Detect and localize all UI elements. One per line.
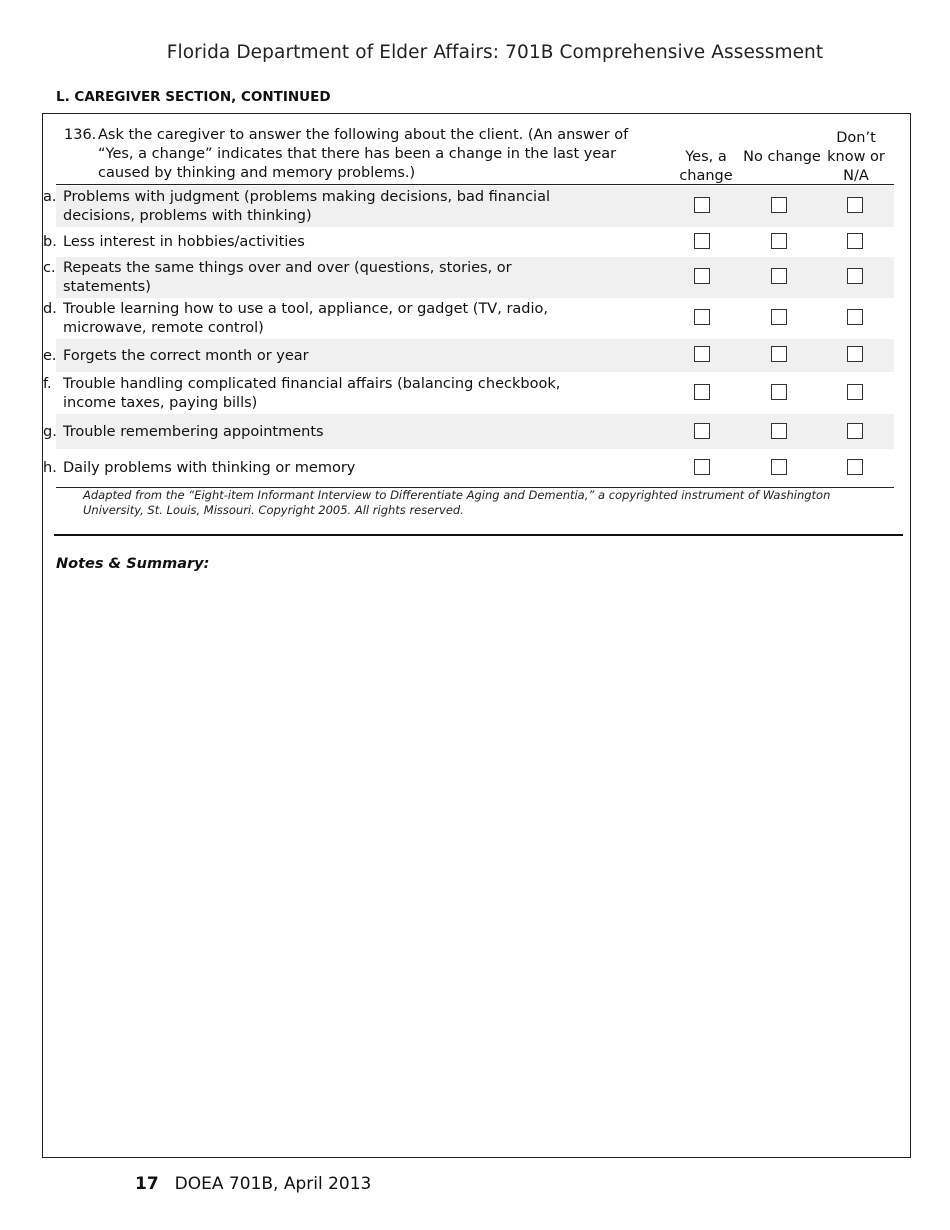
checkbox-b-dont-know[interactable]: [847, 233, 863, 249]
section-title: L. CAREGIVER SECTION, CONTINUED: [56, 89, 331, 105]
checkbox-e-dont-know[interactable]: [847, 346, 863, 362]
page-footer: [135, 1174, 371, 1194]
item-letter: h.: [43, 460, 57, 476]
item-label: Daily problems with thinking or memory: [63, 460, 356, 476]
item-letter: c.: [43, 260, 56, 276]
checkbox-f-yes-change[interactable]: [694, 384, 710, 400]
item-a-text: [43, 188, 583, 226]
checkbox-a-no-change[interactable]: [771, 197, 787, 213]
checkbox-h-dont-know[interactable]: [847, 459, 863, 475]
form-identifier: DOEA 701B, April 2013: [174, 1174, 372, 1194]
item-letter: a.: [43, 189, 57, 205]
checkbox-b-yes-change[interactable]: [694, 233, 710, 249]
column-header-yes-change: Yes, a change: [679, 149, 733, 184]
item-letter: f.: [43, 376, 52, 392]
checkbox-c-dont-know[interactable]: [847, 268, 863, 284]
checkbox-a-dont-know[interactable]: [847, 197, 863, 213]
item-label: Trouble remembering appointments: [63, 424, 324, 440]
item-g-text: [43, 423, 583, 442]
column-header-no-change: No change: [743, 149, 821, 165]
item-e-text: [43, 347, 583, 366]
checkbox-h-no-change[interactable]: [771, 459, 787, 475]
checkbox-d-yes-change[interactable]: [694, 309, 710, 325]
checkbox-e-no-change[interactable]: [771, 346, 787, 362]
header-divider: [56, 184, 894, 185]
checkbox-c-yes-change[interactable]: [694, 268, 710, 284]
item-label: Forgets the correct month or year: [63, 348, 309, 364]
item-h-text: [43, 459, 583, 478]
checkbox-g-no-change[interactable]: [771, 423, 787, 439]
item-d-text: [43, 300, 583, 338]
checkbox-g-yes-change[interactable]: [694, 423, 710, 439]
item-label: Trouble handling complicated financial affairs (balancing checkbook, income taxes, paying bills): [63, 376, 561, 411]
item-letter: b.: [43, 234, 57, 250]
page-number: 17: [135, 1174, 159, 1194]
checkbox-f-no-change[interactable]: [771, 384, 787, 400]
column-header-dont-know: Don’t know or N/A: [827, 130, 885, 184]
item-label: Problems with judgment (problems making decisions, bad financial decisions, problems with thinking): [63, 189, 550, 224]
question-text: Ask the caregiver to answer the following about the client. (An answer of “Yes, a change” indicates that there has been a change in the last year caused by thinking and memory problems.): [98, 127, 629, 181]
copyright-attribution: Adapted from the “Eight-item Informant Interview to Differentiate Aging and Dementia,” a copyrighted instrument of Washington University, St. Louis, Missouri. Copyright 2005. All rights reserved.: [83, 488, 831, 517]
checkbox-h-yes-change[interactable]: [694, 459, 710, 475]
item-letter: e.: [43, 348, 57, 364]
checkbox-c-no-change[interactable]: [771, 268, 787, 284]
checkbox-g-dont-know[interactable]: [847, 423, 863, 439]
checkbox-d-no-change[interactable]: [771, 309, 787, 325]
item-label: Less interest in hobbies/activities: [63, 234, 305, 250]
checkbox-b-no-change[interactable]: [771, 233, 787, 249]
item-label: Trouble learning how to use a tool, appliance, or gadget (TV, radio, microwave, remote control): [63, 301, 548, 336]
item-label: Repeats the same things over and over (questions, stories, or statements): [63, 260, 512, 295]
item-b-text: [43, 233, 583, 252]
page-header-title: Florida Department of Elder Affairs: 701B Comprehensive Assessment: [166, 42, 824, 63]
checkbox-f-dont-know[interactable]: [847, 384, 863, 400]
item-f-text: [43, 375, 583, 413]
item-c-text: [43, 259, 583, 297]
item-letter: d.: [43, 301, 57, 317]
item-letter: g.: [43, 424, 57, 440]
section-divider: [54, 534, 903, 536]
notes-summary-area[interactable]: [56, 580, 896, 1145]
question-number: 136.: [64, 127, 97, 143]
checkbox-e-yes-change[interactable]: [694, 346, 710, 362]
checkbox-d-dont-know[interactable]: [847, 309, 863, 325]
checkbox-a-yes-change[interactable]: [694, 197, 710, 213]
notes-summary-label: Notes & Summary:: [56, 556, 210, 572]
